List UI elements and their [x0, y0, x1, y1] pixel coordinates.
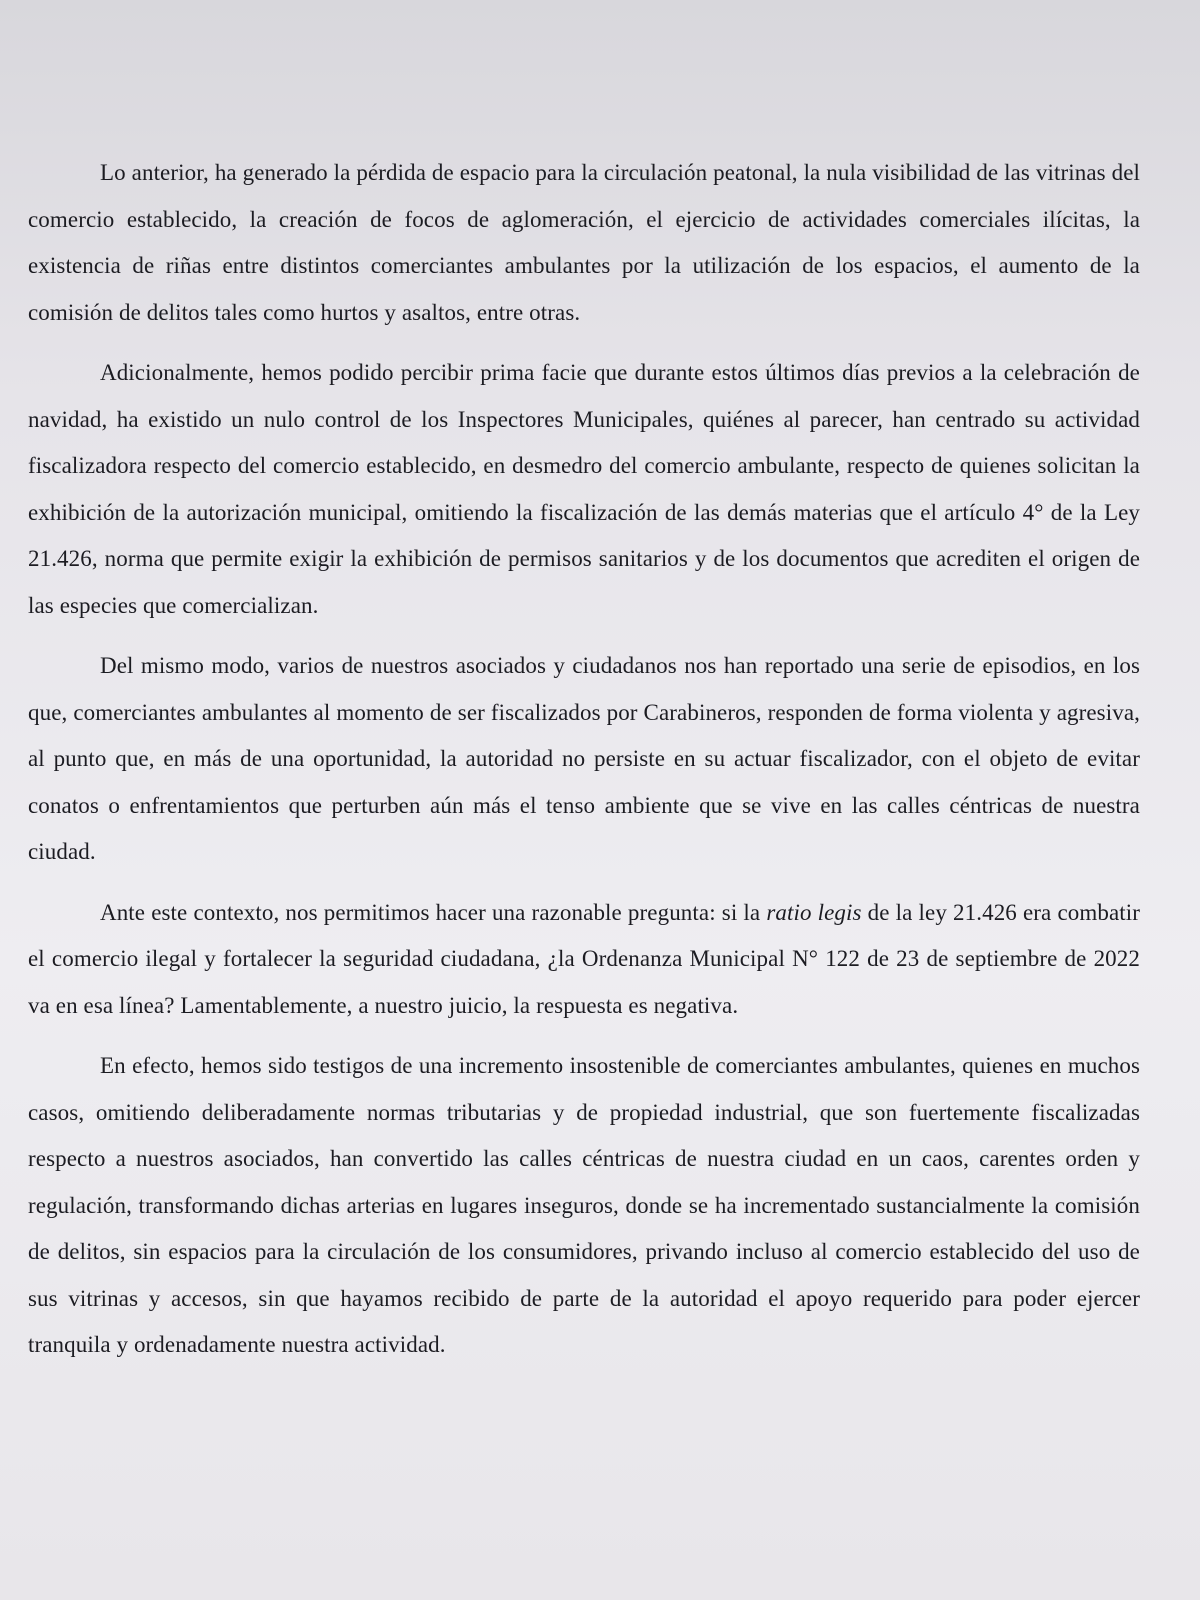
paragraph-consequences: Lo anterior, ha generado la pérdida de espacio para la circulación peatonal, la nula visibilidad de las vitrinas del comercio establecido, la creación de focos de aglomeración, el ejercicio de actividades comerciales ilícitas, la existencia de riñas entre distintos comerciantes ambulantes por la utilización de los espacios, el aumento de la comisión de delitos tales como hurtos y asaltos, entre otras.	[28, 160, 1140, 325]
ratio-legis-term: ratio legis	[766, 899, 862, 925]
paragraph-violent-episodes: Del mismo modo, varios de nuestros asociados y ciudadanos nos han reportado una serie de episodios, en los que, comerciantes ambulantes al momento de ser fiscalizados por Carabineros, responden de forma violenta y agresiva, al punto que, en más de una oportunidad, la autoridad no persiste en su actuar fiscalizador, con el objeto de evitar conatos o enfrentamientos que perturben aún más el tenso ambiente que se vive en las calles céntricas de nuestra ciudad.	[28, 653, 1140, 864]
paragraph-inspectors: Adicionalmente, hemos podido percibir prima facie que durante estos últimos días previos a la celebración de navidad, ha existido un nulo control de los Inspectores Municipales, quiénes al parecer, han centrado su actividad fiscalizadora respecto del comercio establecido, en desmedro del comercio ambulante, respecto de quienes solicitan la exhibición de la autorización municipal, omitiendo la fiscalización de las demás materias que el artículo 4° de la Ley 21.426, norma que permite exigir la exhibición de permisos sanitarios y de los documentos que acrediten el origen de las especies que comercializan.	[28, 360, 1140, 618]
paragraph-street-vendors-increase: En efecto, hemos sido testigos de una incremento insostenible de comerciantes ambulantes, quienes en muchos casos, omitiendo deliberadamente normas tributarias y de propiedad industrial, que son fuertemente fiscalizadas respecto a nuestros asociados, han convertido las calles céntricas de nuestra ciudad en un caos, carentes orden y regulación, transformando dichas arterias en lugares inseguros, donde se ha incrementado sustancialmente la comisión de delitos, sin espacios para la circulación de los consumidores, privando incluso al comercio establecido del uso de sus vitrinas y accesos, sin que hayamos recibido de parte de la autoridad el apoyo requerido para poder ejercer tranquila y ordenadamente nuestra actividad.	[28, 1053, 1140, 1357]
paragraph-ratio-legis	[28, 890, 1140, 1030]
ratio-legis-rest-text: de la ley 21.426 era combatir el comercio ilegal y fortalecer la seguridad ciudadana, ¿la Ordenanza Municipal N° 122 de 23 de septiembre de 2022 va en esa línea? Lamentablemente, a nuestro juicio, la respuesta es negativa.	[28, 899, 1140, 1018]
ratio-legis-lead-text: Ante este contexto, nos permitimos hacer una razonable pregunta: si la	[100, 899, 767, 925]
